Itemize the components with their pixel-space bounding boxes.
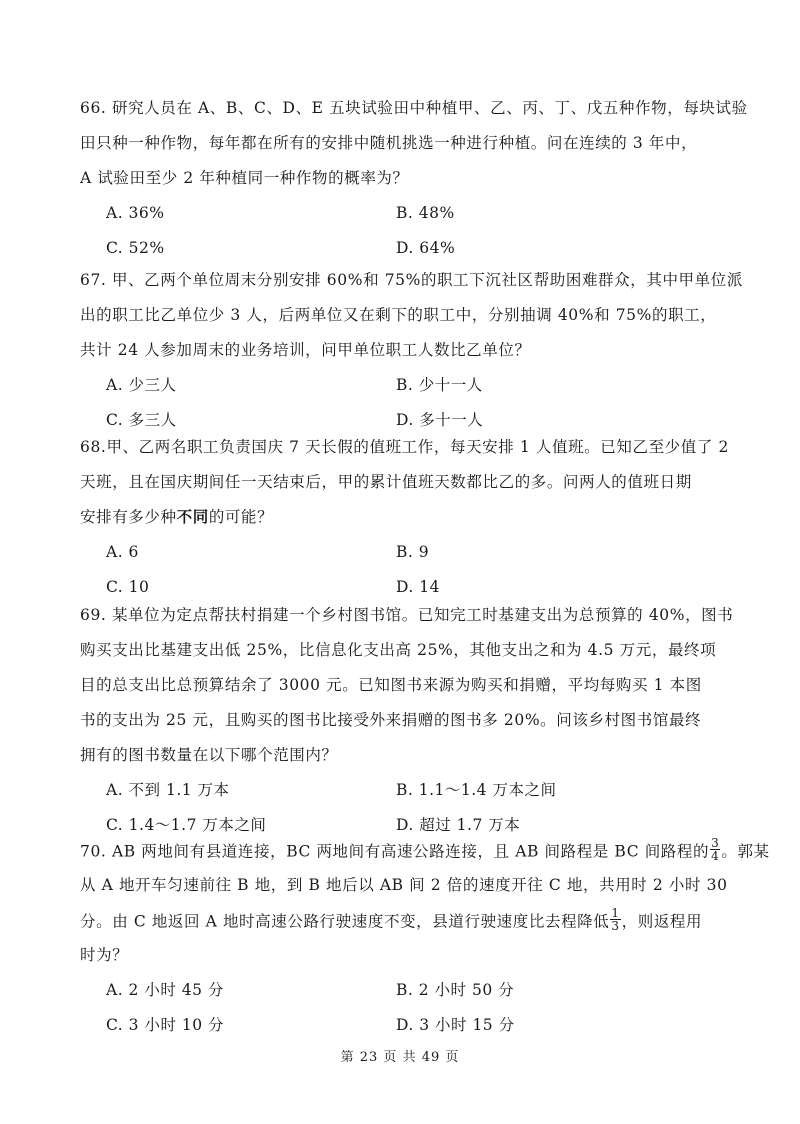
option-c[interactable]: C. 52% bbox=[106, 239, 165, 257]
option-a[interactable]: A. 2 小时 45 分 bbox=[106, 981, 224, 999]
question-stem-line: 从 A 地开车匀速前往 B 地，到 B 地后以 AB 间 2 倍的速度开往 C 地，共用时 2 小时 30 bbox=[80, 876, 728, 894]
options bbox=[80, 542, 730, 597]
option-a[interactable]: A. 不到 1.1 万本 bbox=[106, 781, 230, 799]
question-stem-line: 68.甲、乙两名职工负责国庆 7 天长假的值班工作，每天安排 1 人值班。已知乙至少值了 2 bbox=[80, 438, 729, 456]
question-66 bbox=[80, 98, 748, 258]
question-stem-line: 田只种一种作物，每年都在所有的安排中随机挑选一种进行种植。问在连续的 3 年中， bbox=[80, 134, 698, 152]
question-stem-line: 66. 研究人员在 A、B、C、D、E 五块试验田中种植甲、乙、丙、丁、戊五种作物，每块试验 bbox=[80, 99, 748, 117]
question-stem-line: 安排有多少种不同的可能？ bbox=[80, 507, 274, 526]
options bbox=[80, 375, 730, 430]
option-c[interactable]: C. 3 小时 10 分 bbox=[106, 1016, 225, 1034]
option-c[interactable]: C. 多三人 bbox=[106, 411, 177, 429]
option-b[interactable]: B. 少十一人 bbox=[396, 376, 483, 394]
question-68 bbox=[80, 437, 730, 597]
option-d[interactable]: D. 14 bbox=[396, 578, 440, 596]
option-a[interactable]: A. 6 bbox=[106, 543, 139, 561]
option-b[interactable]: B. 2 小时 50 分 bbox=[396, 981, 515, 999]
fraction: $\frac{3}{4}$ bbox=[711, 836, 720, 863]
options bbox=[80, 203, 730, 258]
question-number: 68. bbox=[80, 438, 107, 456]
question-stem-line: 购买支出比基建支出低 25%，比信息化支出高 25%，其他支出之和为 4.5 万元，最终项 bbox=[80, 641, 717, 659]
option-b[interactable]: B. 1.1～1.4 万本之间 bbox=[396, 781, 557, 799]
question-70 bbox=[80, 836, 770, 1035]
question-stem-line: 时为？ bbox=[80, 946, 129, 964]
question-stem-line: 共计 24 人参加周末的业务培训，问甲单位职工人数比乙单位？ bbox=[80, 341, 531, 359]
question-67 bbox=[80, 270, 743, 430]
question-stem-line: 拥有的图书数量在以下哪个范围内？ bbox=[80, 746, 338, 764]
question-69 bbox=[80, 605, 734, 835]
question-stem-line: 天班，且在国庆期间任一天结束后，甲的累计值班天数都比乙的多。问两人的值班日期 bbox=[80, 473, 692, 491]
option-b[interactable]: B. 48% bbox=[396, 204, 455, 222]
question-stem-line: 书的支出为 25 元，且购买的图书比接受外来捐赠的图书多 20%。问该乡村图书馆最终 bbox=[80, 711, 702, 729]
option-a[interactable]: A. 36% bbox=[106, 204, 165, 222]
option-d[interactable]: D. 3 小时 15 分 bbox=[396, 1016, 515, 1034]
option-d[interactable]: D. 超过 1.7 万本 bbox=[396, 816, 521, 834]
question-number: 69. bbox=[80, 606, 107, 624]
option-b[interactable]: B. 9 bbox=[396, 543, 430, 561]
question-number: 70. bbox=[80, 842, 107, 861]
question-stem-line: A 试验田至少 2 年种植同一种作物的概率为？ bbox=[80, 169, 409, 187]
question-stem-line: 目的总支出比总预算结余了 3000 元。已知图书来源为购买和捐赠，平均每购买 1 本图 bbox=[80, 676, 702, 694]
page-footer: 第 23 页 共 49 页 bbox=[340, 1050, 460, 1065]
question-stem-line: 67. 甲、乙两个单位周末分别安排 60%和 75%的职工下沉社区帮助困难群众，其中甲单位派 bbox=[80, 271, 743, 289]
question-number: 66. bbox=[80, 99, 107, 117]
option-a[interactable]: A. 少三人 bbox=[106, 376, 177, 394]
question-stem-line: 70. AB 两地间有县道连接，BC 两地间有高速公路连接，且 AB 间路程是 BC 间路程的 $\frac{3}{4}$ 。郭某 bbox=[80, 836, 770, 863]
emphasis-text: 不同 bbox=[176, 507, 209, 526]
question-stem-line: 69. 某单位为定点帮扶村捐建一个乡村图书馆。已知完工时基建支出为总预算的 40%，图书 bbox=[80, 606, 734, 624]
fraction: $\frac{1}{3}$ bbox=[611, 906, 620, 933]
option-d[interactable]: D. 多十一人 bbox=[396, 411, 484, 429]
option-d[interactable]: D. 64% bbox=[396, 239, 456, 257]
question-number: 67. bbox=[80, 271, 107, 289]
option-c[interactable]: C. 10 bbox=[106, 578, 150, 596]
options bbox=[80, 780, 730, 835]
question-stem-line: 分。由 C 地返回 A 地时高速公路行驶速度不变，县道行驶速度比去程降低 $\frac{1}{3}$ ，则返程用 bbox=[80, 906, 703, 933]
options bbox=[80, 980, 730, 1035]
option-c[interactable]: C. 1.4～1.7 万本之间 bbox=[106, 816, 267, 834]
question-stem-line: 出的职工比乙单位少 3 人，后两单位又在剩下的职工中，分别抽调 40%和 75%的职工， bbox=[80, 306, 717, 324]
